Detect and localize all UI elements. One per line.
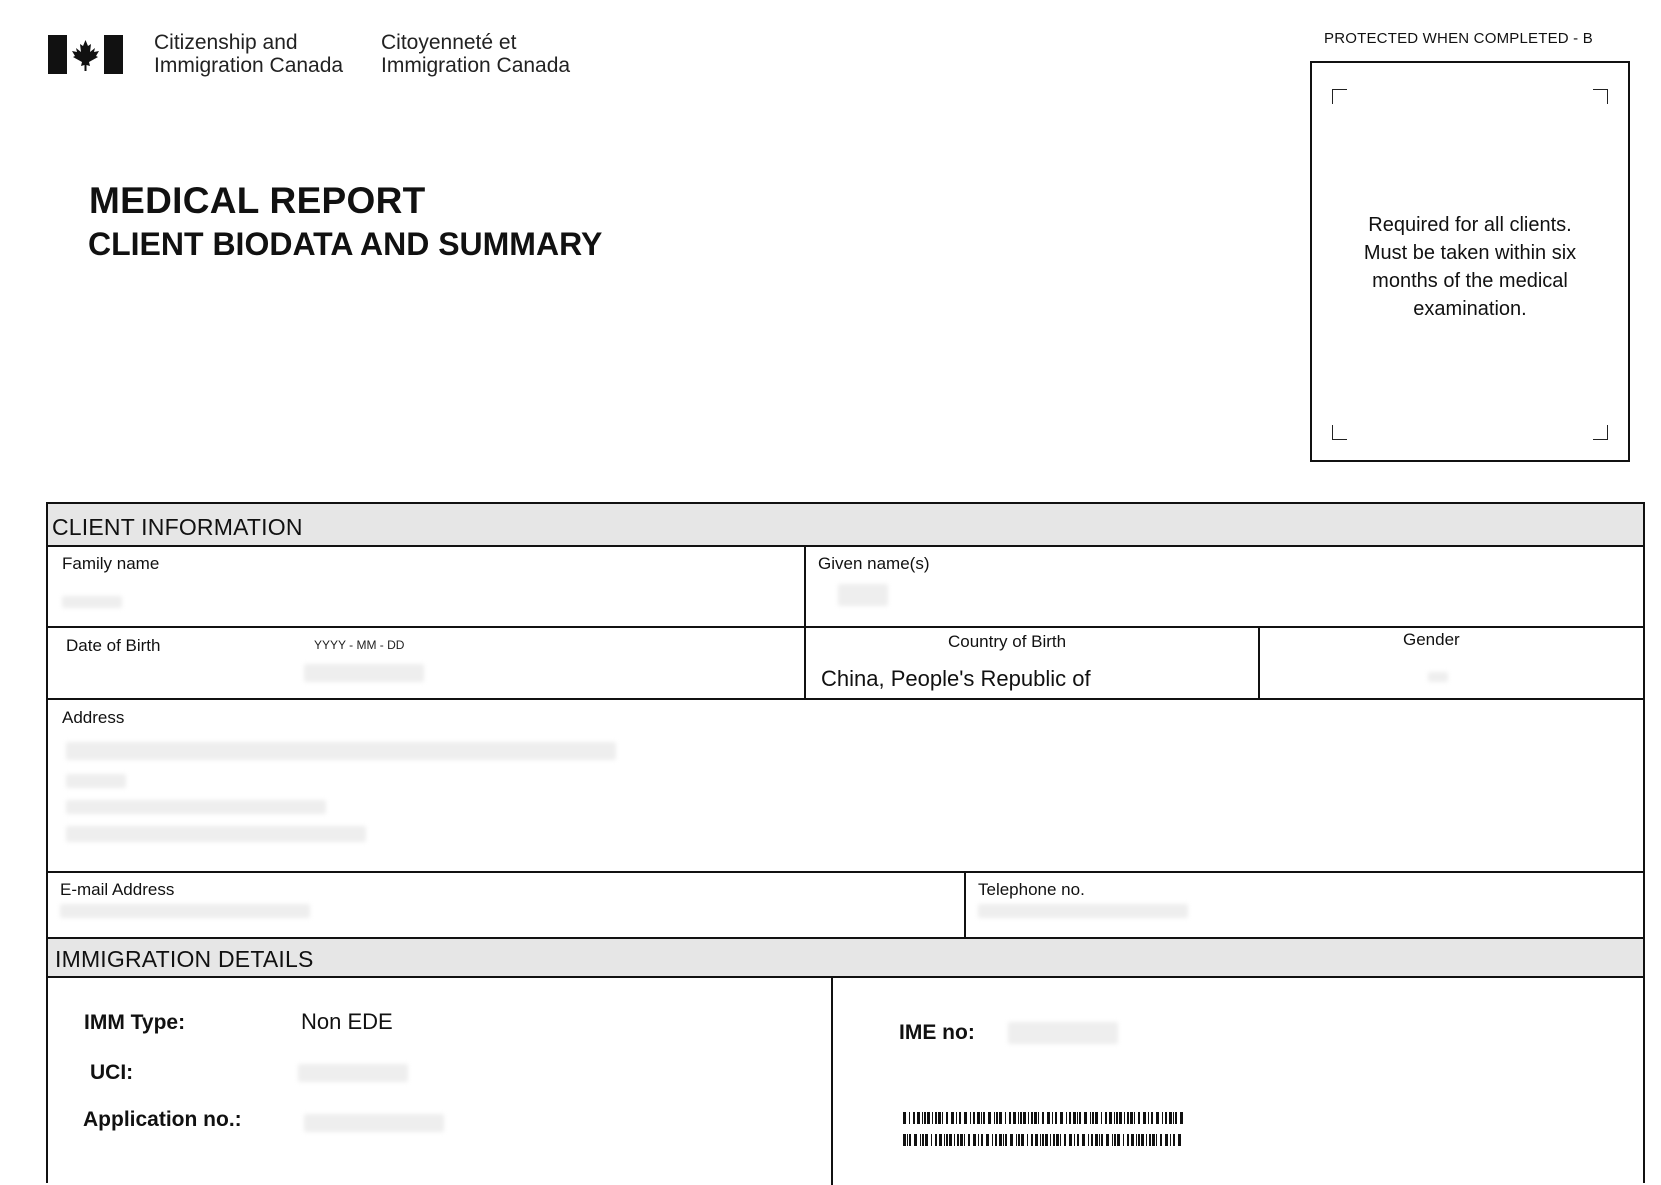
- department-fr-line2: Immigration Canada: [381, 54, 571, 77]
- imm-type-value[interactable]: Non EDE: [301, 1009, 393, 1034]
- page-title: MEDICAL REPORT: [89, 180, 426, 221]
- gender-label: Gender: [1403, 630, 1460, 649]
- divider: [48, 698, 1643, 700]
- address-line[interactable]: [66, 826, 366, 842]
- divider: [1258, 626, 1260, 700]
- divider: [48, 871, 1643, 873]
- divider: [831, 976, 833, 1185]
- telephone-field[interactable]: [978, 904, 1188, 918]
- email-field[interactable]: [60, 904, 310, 918]
- department-name-fr: [381, 31, 570, 77]
- dob-format-hint: YYYY - MM - DD: [314, 638, 405, 652]
- crop-corner-icon: [1332, 425, 1347, 440]
- divider: [48, 976, 1643, 978]
- divider: [48, 545, 1643, 547]
- ime-field[interactable]: [1008, 1022, 1118, 1044]
- given-names-field[interactable]: [838, 584, 888, 606]
- address-label: Address: [62, 708, 125, 727]
- country-of-birth-label: Country of Birth: [948, 632, 1067, 651]
- page-subtitle: CLIENT BIODATA AND SUMMARY: [88, 226, 603, 262]
- given-names-label: Given name(s): [818, 554, 930, 573]
- medical-form: [46, 502, 1645, 1183]
- department-name-en: [154, 31, 343, 77]
- department-en-line1: Citizenship and: [154, 31, 298, 54]
- address-line[interactable]: [66, 774, 126, 788]
- email-label: E-mail Address: [60, 880, 175, 899]
- family-name-field[interactable]: [62, 596, 122, 608]
- photo-instruction-line: months of the medical: [1372, 270, 1568, 292]
- canada-flag-icon: [48, 35, 123, 74]
- crop-corner-icon: [1593, 425, 1608, 440]
- department-fr-line1: Citoyenneté et: [381, 31, 517, 54]
- ime-label: IME no:: [899, 1021, 975, 1044]
- address-line[interactable]: [66, 742, 616, 760]
- dob-field[interactable]: [304, 664, 424, 682]
- client-info-title: CLIENT INFORMATION: [52, 514, 303, 540]
- photo-box: [1310, 61, 1630, 462]
- application-label: Application no.:: [83, 1108, 242, 1131]
- country-of-birth-value[interactable]: China, People's Republic of: [821, 666, 1091, 691]
- photo-instruction-line: examination.: [1413, 298, 1527, 320]
- divider: [804, 626, 806, 700]
- application-field[interactable]: [304, 1114, 444, 1132]
- department-en-line2: Immigration Canada: [154, 54, 344, 77]
- gender-field[interactable]: [1428, 672, 1448, 682]
- crop-corner-icon: [1332, 89, 1347, 104]
- immigration-title: IMMIGRATION DETAILS: [55, 946, 314, 972]
- photo-instructions: [1332, 211, 1608, 323]
- imm-type-label: IMM Type:: [84, 1011, 186, 1034]
- divider: [964, 871, 966, 939]
- dob-label: Date of Birth: [66, 636, 161, 655]
- uci-label: UCI:: [90, 1061, 134, 1084]
- photo-instruction-line: Required for all clients.: [1368, 214, 1572, 236]
- divider: [48, 626, 1643, 628]
- barcode-icon: [903, 1110, 1203, 1150]
- divider: [804, 545, 806, 628]
- photo-instruction-line: Must be taken within six: [1363, 242, 1577, 264]
- family-name-label: Family name: [62, 554, 160, 573]
- address-line[interactable]: [66, 800, 326, 814]
- uci-field[interactable]: [298, 1064, 408, 1082]
- protected-label: PROTECTED WHEN COMPLETED - B: [1324, 30, 1593, 47]
- telephone-label: Telephone no.: [978, 880, 1085, 899]
- crop-corner-icon: [1593, 89, 1608, 104]
